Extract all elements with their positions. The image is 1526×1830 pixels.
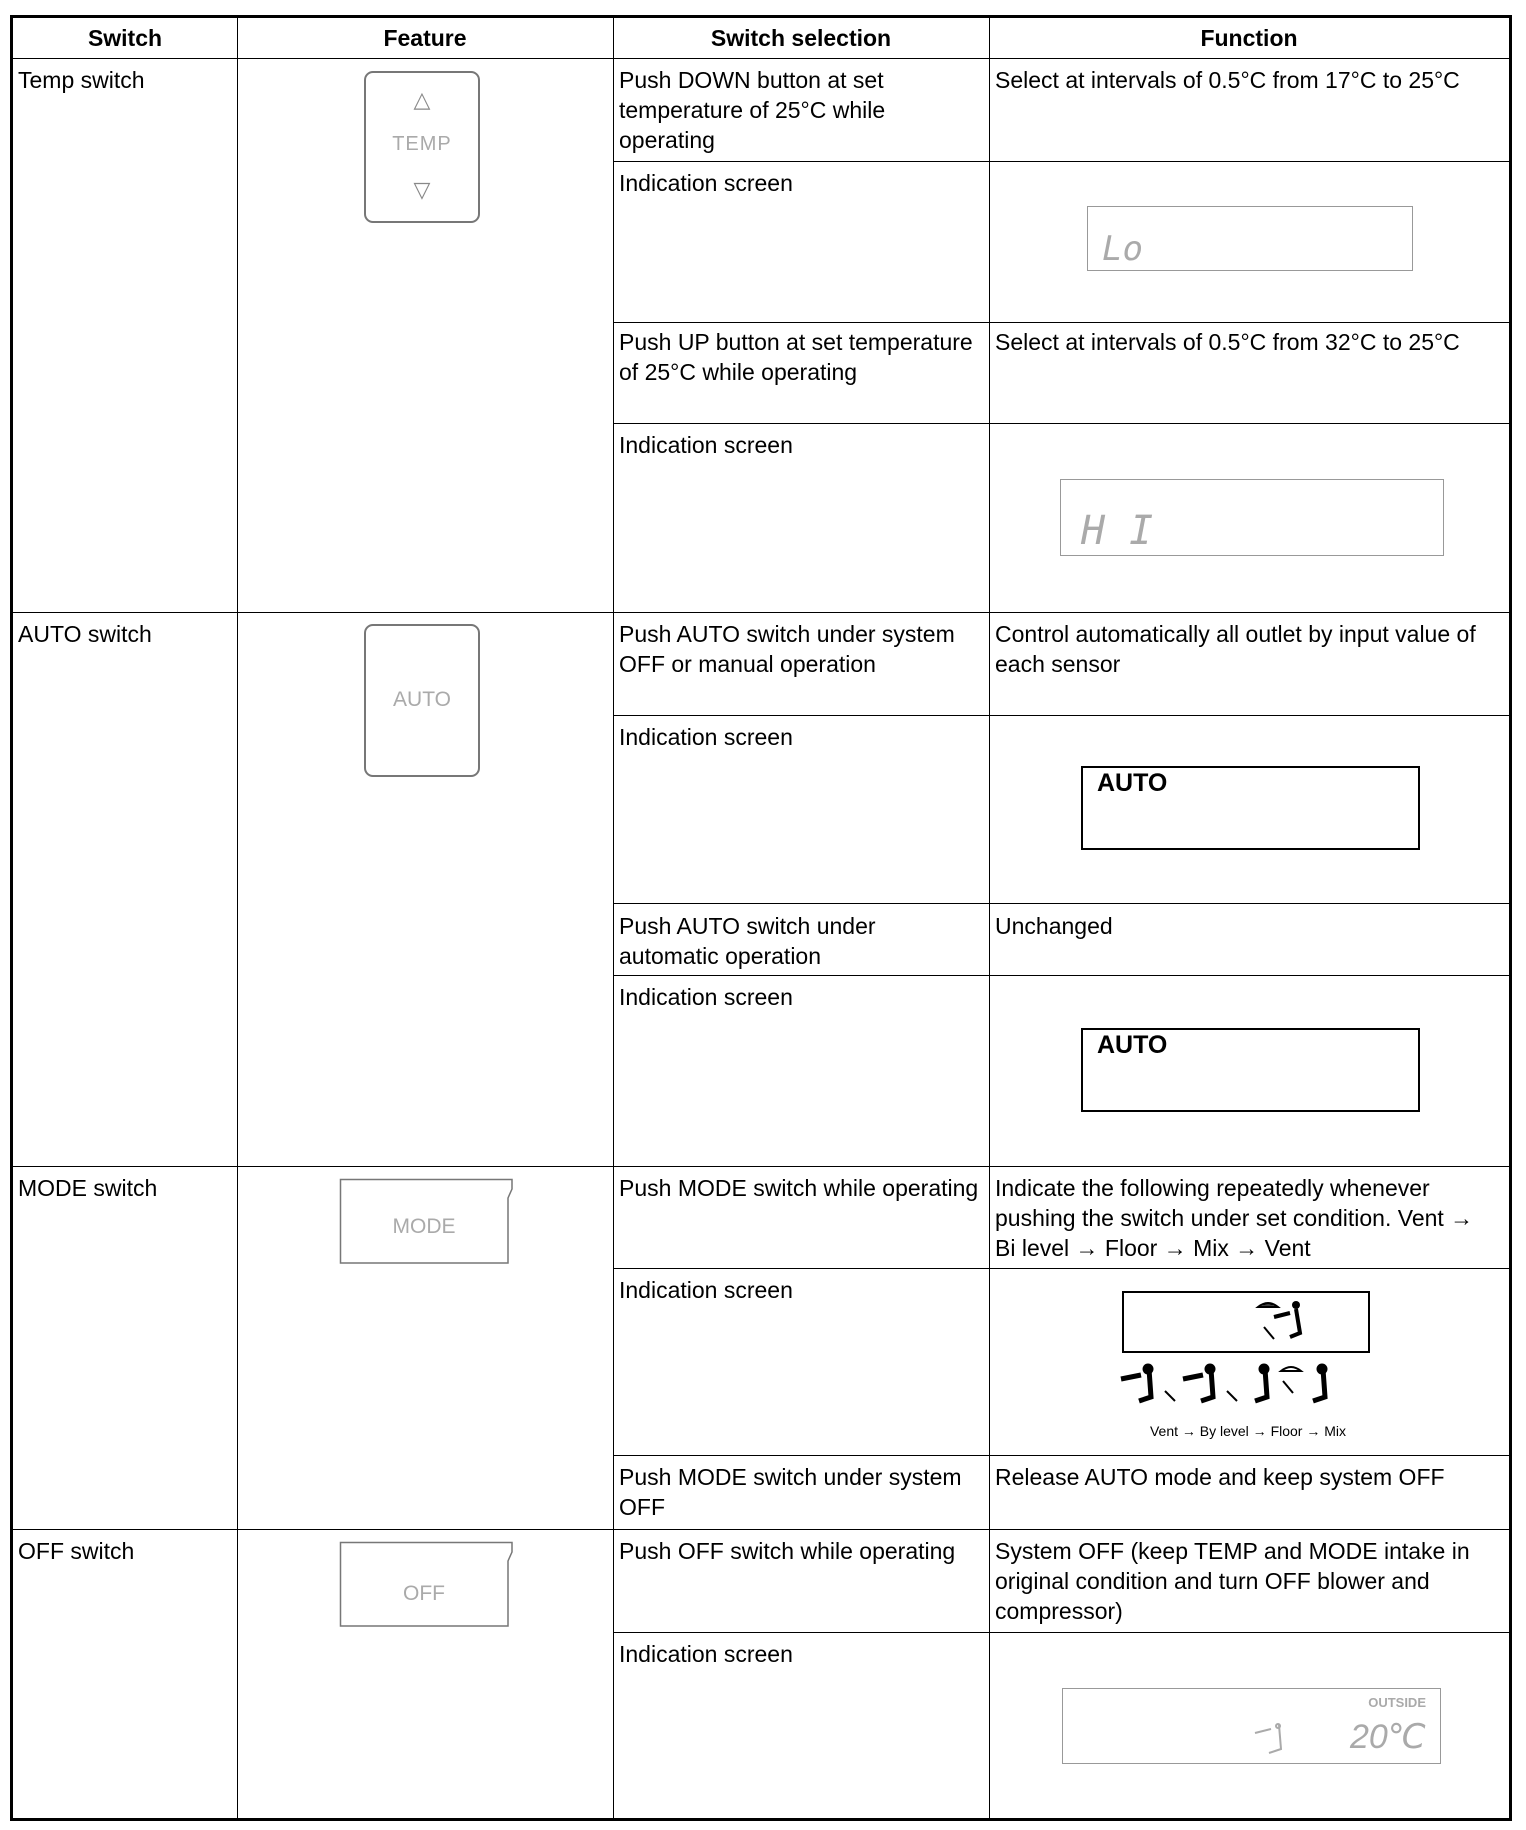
outside-temperature: 20℃ [1349,1718,1426,1756]
sub-row-divider [613,322,1509,323]
auto-lcd-text-2: AUTO [1097,1031,1168,1059]
floor-icon [1255,1366,1267,1401]
sub-row-divider [613,161,1509,162]
col-divider [237,18,238,1818]
lo-display: Lo [1102,229,1143,269]
mix-mode-icon [1256,1299,1336,1347]
lo-indication-screen [1087,206,1413,271]
header-function: Function [1200,25,1298,51]
hi-indication-screen [1060,479,1444,556]
auto-indication-label-1: Indication screen [619,724,793,750]
auto-selection-1: Push AUTO switch under system OFF or manual operation [619,621,962,677]
arrow-icon [1227,1391,1237,1401]
mode-indication-label: Indication screen [619,1277,793,1303]
off-button-label: OFF [403,1582,445,1605]
mix-icon [1281,1367,1301,1393]
auto-selection-2: Push AUTO switch under automatic operation [619,913,882,969]
mode-selection-1: Push MODE switch while operating [619,1175,979,1201]
sub-row-divider [613,1455,1509,1456]
mode-selection-2: Push MODE switch under system OFF [619,1464,968,1520]
off-selection-1: Push OFF switch while operating [619,1538,956,1564]
auto-switch-label: AUTO switch [18,621,152,647]
auto-button-label: AUTO [393,688,451,711]
sub-row-divider [613,715,1509,716]
temp-up-arrow: △ [413,87,431,112]
switch-function-table [10,15,1512,1821]
temp-up-function: Select at intervals of 0.5°C from 32°C to 25°C [995,329,1460,355]
temp-switch-label: Temp switch [18,67,145,93]
sub-row-divider [613,1268,1509,1269]
sub-row-divider [613,975,1509,976]
header-feature: Feature [383,25,467,51]
sub-row-divider [613,1632,1509,1633]
off-switch-label: OFF switch [18,1538,135,1564]
header-switch-selection: Switch selection [710,25,892,51]
mode-function-2: Release AUTO mode and keep system OFF [995,1464,1445,1490]
mode-switch-label: MODE switch [18,1175,158,1201]
auto-indication-label-2: Indication screen [619,984,793,1010]
sub-row-divider [613,903,1509,904]
col-divider [989,18,990,1818]
auto-button[interactable] [364,624,480,777]
mode-button-label: MODE [392,1215,456,1238]
defrost-floor-icon [1313,1366,1325,1401]
auto-indication-screen-1 [1081,766,1420,850]
temp-button-label: TEMP [392,133,452,155]
sub-row-divider [613,423,1509,424]
hi-display: H I [1081,508,1154,554]
col-divider [613,18,614,1818]
mode-sequence-icons [1115,1365,1395,1415]
auto-function-1: Control automatically all outlet by input value of each sensor [995,621,1483,677]
outside-label: OUTSIDE [1368,1695,1426,1710]
temp-indication-label-2: Indication screen [619,432,793,458]
vent-mode-icon [1253,1723,1293,1759]
mode-function-1: Indicate the following repeatedly whenever pushing the switch under set condition. Vent → Bi level → Floor → Mix → Vent [995,1175,1480,1261]
mode-indication-screen [1122,1291,1370,1353]
header-switch: Switch [87,25,163,51]
row-divider [13,1166,1509,1167]
auto-indication-screen-2 [1081,1028,1420,1112]
temp-down-selection: Push DOWN button at set temperature of 25°C while operating [619,67,892,153]
off-indication-screen [1062,1688,1441,1764]
arrow-icon [1165,1391,1175,1401]
temp-button[interactable] [364,71,480,223]
temp-down-function: Select at intervals of 0.5°C from 17°C to 25°C [995,67,1460,93]
row-divider [13,1529,1509,1530]
temp-up-selection: Push UP button at set temperature of 25°C while operating [619,329,980,385]
row-divider [13,612,1509,613]
bi-level-icon [1183,1366,1213,1401]
row-divider [13,58,1509,59]
off-indication-label: Indication screen [619,1641,793,1667]
auto-function-2: Unchanged [995,913,1113,939]
temp-indication-label-1: Indication screen [619,170,793,196]
auto-lcd-text-1: AUTO [1097,769,1168,797]
off-function-1: System OFF (keep TEMP and MODE intake in original condition and turn OFF blower and compressor) [995,1538,1477,1624]
vent-icon [1121,1366,1151,1401]
mode-sequence-caption: Vent → By level → Floor → Mix [1149,1423,1347,1439]
temp-down-arrow: ▽ [413,177,431,202]
